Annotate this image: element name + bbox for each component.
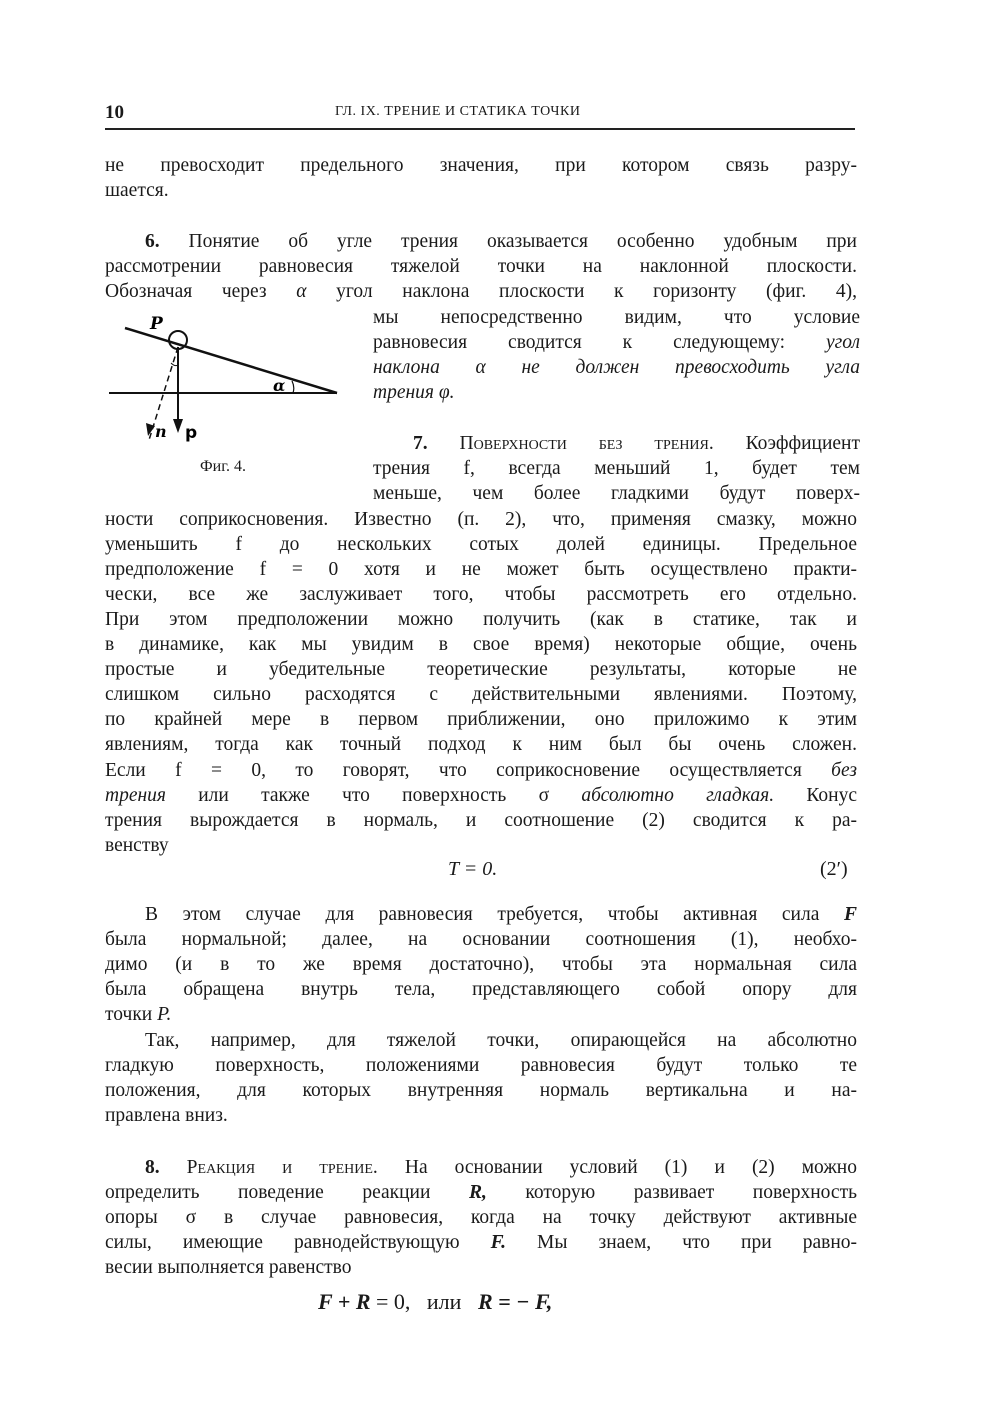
text-line: ности соприкосновения. Известно (п. 2), что, применяя смазку, можно: [105, 509, 857, 530]
section-title: Поверхности без трения.: [427, 433, 714, 454]
text-line: гладкую поверхность, положениями равновесия будут только те: [105, 1055, 857, 1076]
text-line: трения вырождается в нормаль, и соотношение (2) сводится к ра-: [105, 810, 857, 831]
text-line: в динамике, как мы увидим в свое время) некоторые общие, очень: [105, 634, 857, 655]
text-line: равновесия сводится к следующему: угол: [373, 332, 860, 353]
inclined-plane-line: [125, 328, 337, 393]
text-line: была нормальной; далее, на основании соотношения (1), необхо-: [105, 929, 857, 950]
arrow-down-icon: [173, 419, 183, 433]
text-line: опоры σ в случае равновесия, когда на точку действуют активные: [105, 1207, 857, 1228]
section-6-first-line: 6. Понятие об угле трения оказывается особенно удобным при: [145, 231, 857, 252]
text-line: меньше, чем более гладкими будут поверх-: [373, 483, 860, 504]
equation-equilibrium: F + R = 0, или R = − F,: [318, 1289, 553, 1314]
label-p: p: [185, 423, 198, 443]
italic-line: трения φ.: [373, 382, 455, 403]
text-line: слишком сильно расходятся с действительными явлениями. Поэтому,: [105, 684, 857, 705]
text-line: Обозначая через α угол наклона плоскости к горизонту (фиг. 4),: [105, 281, 857, 302]
text-line: по крайней мере в первом приближении, оно приложимо к этим: [105, 709, 857, 730]
text-line: В этом случае для равновесия требуется, чтобы активная сила F: [145, 904, 857, 925]
text-line: была обращена внутрь тела, представляющего собой опору для: [105, 979, 857, 1000]
section-title: Реакция и трение.: [159, 1157, 378, 1178]
text-line: Так, например, для тяжелой точки, опирающейся на абсолютно: [145, 1030, 857, 1051]
text-line: предположение f = 0 хотя и не может быть осуществлено практи-: [105, 559, 857, 580]
italic-line: наклона α не должен превосходить угла: [373, 357, 860, 378]
label-n: n: [155, 422, 167, 441]
equation-2prime: T = 0.: [448, 858, 498, 880]
figure-4-inclined-plane: [105, 315, 355, 445]
text-line: трения f, всегда меньший 1, будет тем: [373, 458, 860, 479]
text-line: положения, для которых внутренняя нормаль вертикальна и на-: [105, 1080, 857, 1101]
text-line: простые и убедительные теоретические результаты, которые не: [105, 659, 857, 680]
running-title: ГЛ. IX. ТРЕНИЕ И СТАТИКА ТОЧКИ: [335, 104, 581, 119]
text-line: правлена вниз.: [105, 1105, 228, 1126]
section-number: 6.: [145, 231, 160, 252]
text-line: трения или также что поверхность σ абсолютно гладкая. Конус: [105, 785, 857, 806]
angle-arc: [171, 363, 178, 366]
section-7-first-line: 7. Поверхности без трения. Коэффициент: [413, 433, 861, 454]
alpha-arc: [292, 381, 294, 393]
figure-caption: Фиг. 4.: [200, 458, 246, 475]
label-alpha: α: [273, 376, 286, 395]
point-circle: [169, 331, 187, 349]
text-line: рассмотрении равновесия тяжелой точки на наклонной плоскости.: [105, 256, 857, 277]
text-line: весии выполняется равенство: [105, 1257, 352, 1278]
text-line: силы, имеющие равнодействующую F. Мы знаем, что при равно-: [105, 1232, 857, 1253]
text-line: чески, все же заслуживает того, чтобы рассмотреть его отдельно.: [105, 584, 857, 605]
section-8-first-line: 8. Реакция и трение. На основании условий (1) и (2) можно: [145, 1157, 857, 1178]
text-line: явлениям, тогда как точный подход к ним был бы очень сложен.: [105, 734, 857, 755]
text-line: При этом предположении можно получить (как в статике, так и: [105, 609, 857, 630]
text-line: венству: [105, 835, 169, 856]
text-line: Если f = 0, то говорят, что соприкосновение осуществляется без: [105, 760, 857, 781]
label-P: P: [150, 315, 163, 334]
text-line: определить поведение реакции R, которую развивает поверхность: [105, 1182, 857, 1203]
text-line: не превосходит предельного значения, при котором связь разру-: [105, 155, 857, 176]
text-line: мы непосредственно видим, что условие: [373, 307, 860, 328]
section-number: 7.: [413, 433, 428, 454]
section-number: 8.: [145, 1157, 160, 1178]
text-line: точки P.: [105, 1004, 172, 1025]
text-line: шается.: [105, 180, 169, 201]
text-line: уменьшить f до нескольких сотых долей единицы. Предельное: [105, 534, 857, 555]
page-header: [105, 100, 855, 130]
page-number: 10: [105, 102, 124, 123]
equation-number: (2′): [820, 858, 848, 880]
text-line: димо (и в то же время достаточно), чтобы эта нормальная сила: [105, 954, 857, 975]
